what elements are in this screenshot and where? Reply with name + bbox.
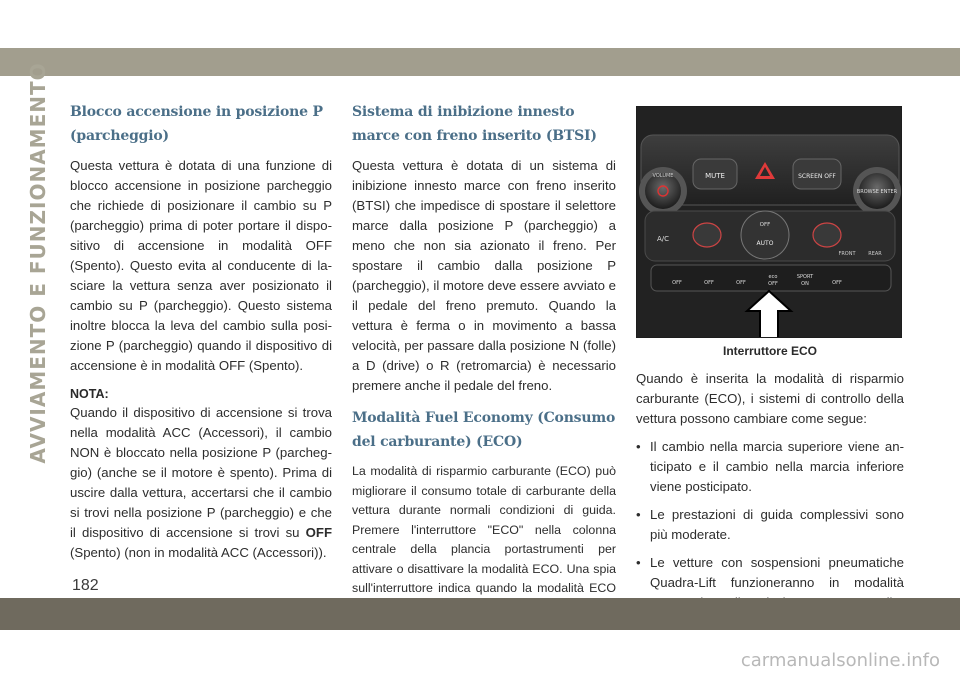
note-text-a: Quando il dispositivo di accensione si trova nella modalità ACC (Accessori), il cambio NON è bloccato nella posizione P (parcheggio) (anche se il motore è spento). Prima di uscire dalla vettura, accertarsi che il cambio si trovi nella posizione P (parcheggio) e che il dispositivo di accensione si trovi su <box>70 405 332 540</box>
page-number: 182 <box>72 577 99 594</box>
bottom-bar <box>0 598 960 630</box>
note-keyword-off: OFF <box>305 525 332 540</box>
svg-text:MUTE: MUTE <box>705 172 725 180</box>
park-lock-paragraph: Questa vettura è dotata di una funzione di blocco accensione in posizione parcheggio che richiede di posizionare il cambio su P (parcheggio) prima di poter portare il dispositivo di accensione in modalità OFF (Spento). Questo evita al conducente di lasciare la vettura senza aver posizionato il cambio su P (parcheggio). Questo sistema inoltre blocca la leva del cambio sulla posizione P (parcheggio) quando il dispositivo di accensione è in modalità OFF (Spento). <box>70 158 332 373</box>
eco-button-label: eco <box>768 274 778 280</box>
auto-climate-dial <box>741 211 789 259</box>
list-item: • Le vetture con sospensioni pneumatiche Quadra-Lift funzioneranno in modalità <box>636 553 904 613</box>
note-paragraph <box>70 403 332 563</box>
list-item: • Il cambio nella marcia superiore viene anticipato e il cambio nella marcia inferiore viene posticipato. <box>636 437 904 497</box>
heading-park-lock: Blocco accensione in posizione P (parcheggio) <box>70 104 323 144</box>
eco-effects-list <box>636 437 904 613</box>
svg-text:OFF: OFF <box>704 280 714 286</box>
svg-text:ON: ON <box>801 281 809 287</box>
eco-paragraph: La modalità di risparmio carburante (ECO) può migliorare il consumo totale di carburante della vettura durante normali condizioni di guida. Premere l'interruttore "ECO" nella colonna centrale della plancia portastrumenti per attivare o disattivare la modalità ECO. Una spia sull'interruttore indica quando la modalità ECO <box>352 464 616 595</box>
column-1 <box>70 100 332 563</box>
svg-text:OFF: OFF <box>832 280 842 286</box>
svg-text:OFF: OFF <box>759 222 771 228</box>
eco-effects-paragraph: Quando è inserita la modalità di risparmio carburante (ECO), i sistemi di controllo della vettura possono cambiare come segue: <box>636 371 904 426</box>
svg-text:VOLUME: VOLUME <box>652 173 674 179</box>
top-band <box>0 0 960 76</box>
note-text-b: (Spento) (non in modalità ACC (Accessori)). <box>70 545 327 560</box>
svg-text:SPORT: SPORT <box>796 274 814 280</box>
heading-btsi: Sistema di inibizione innesto marce con freno inserito (BTSI) <box>352 104 597 144</box>
svg-text:FRONT: FRONT <box>838 251 856 257</box>
svg-text:A/C: A/C <box>657 235 670 243</box>
btsi-paragraph: Questa vettura è dotata di un sistema di inibizione innesto marce con freno inserito (BTSI) che impedisce di spostare il selettore marce dalla posizione P (parcheggio) a meno che non sia azionato il freno. Per spostare il cambio dalla posizione P (parcheggio), il motore deve essere avviato e il pedale del freno premuto. Quando la vettura è ferma o in movimento a bassa velocità, per passare dalla posizione N (folle) a D (drive) o R (retromarcia) è necessario premere anche il pedale del freno. <box>352 158 616 393</box>
eco-switch-photo <box>636 106 902 338</box>
svg-text:OFF: OFF <box>768 281 778 287</box>
column-3 <box>636 106 904 621</box>
list-item: • Le prestazioni di guida complessivi sono più moderate. <box>636 505 904 545</box>
svg-text:AUTO: AUTO <box>756 240 774 247</box>
svg-text:OFF: OFF <box>672 280 682 286</box>
svg-text:BROWSE ENTER: BROWSE ENTER <box>856 189 898 195</box>
svg-text:REAR: REAR <box>868 251 882 257</box>
svg-text:OFF: OFF <box>736 280 746 286</box>
center-console-illustration <box>637 107 902 338</box>
watermark: carmanualsonline.info <box>740 650 940 671</box>
photo-caption: Interruttore ECO <box>722 344 817 358</box>
svg-text:SCREEN OFF: SCREEN OFF <box>798 173 836 180</box>
top-bar <box>0 48 960 76</box>
column-2 <box>352 100 616 638</box>
note-label: NOTA: <box>70 387 109 401</box>
section-side-tab-label: AVVIAMENTO E FUNZIONAMENTO <box>26 62 50 464</box>
heading-eco-mode: Modalità Fuel Economy (Consumo del carburante) (ECO) <box>352 410 616 450</box>
section-side-tab <box>26 62 50 464</box>
